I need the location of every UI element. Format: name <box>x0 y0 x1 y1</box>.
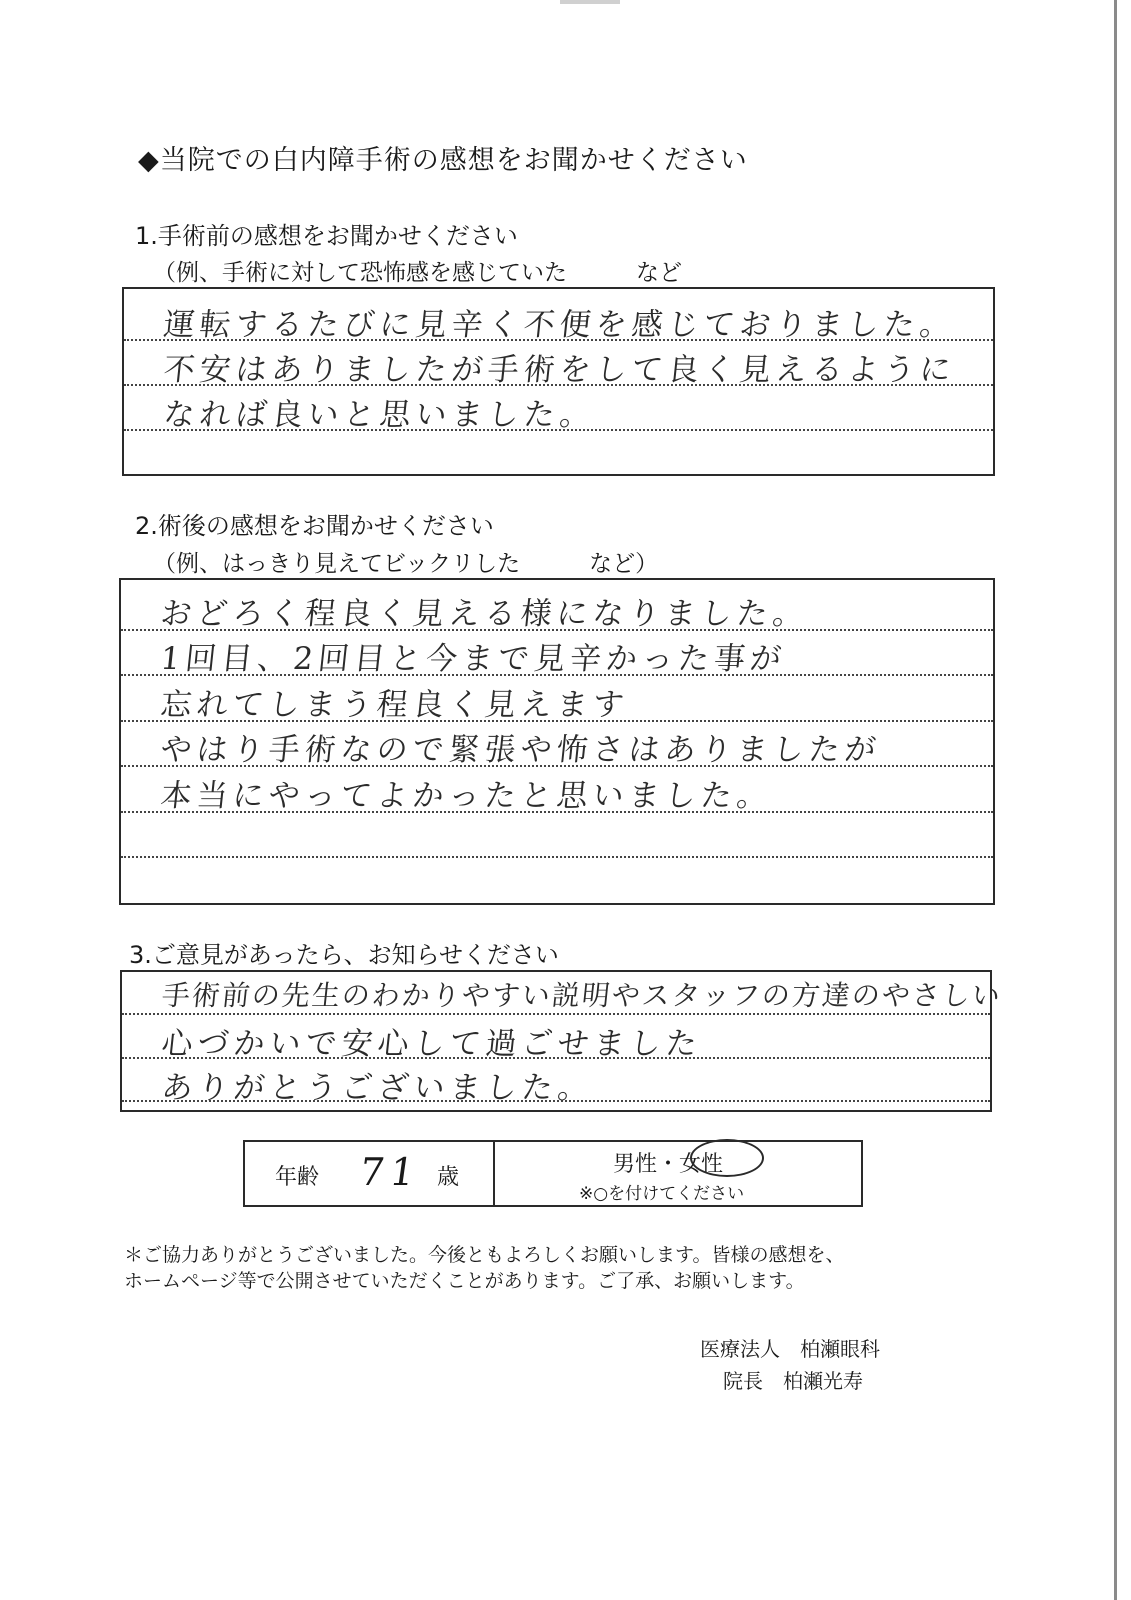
page-title: ◆当院での白内障手術の感想をお聞かせください <box>138 145 748 176</box>
section-2-heading: 2.術後の感想をお聞かせください <box>135 512 494 540</box>
sex-instruction: ※○を付けてください <box>579 1184 745 1204</box>
section-3-answer-box <box>120 970 1004 1112</box>
handwritten-line: なれば良いと思いました。 <box>161 397 598 433</box>
handwritten-line: 運転するたびに見辛く不便を感じておりました。 <box>161 307 958 343</box>
section-1-answer-box <box>122 287 995 476</box>
handwritten-line: 忘れてしまう程良く見えます <box>158 687 631 723</box>
scan-top-mark <box>560 0 620 4</box>
sex-options: 男性・女性 <box>613 1152 724 1177</box>
director-name: 院長 柏瀬光寿 <box>723 1369 863 1393</box>
handwritten-line: 本当にやってよかったと思いました。 <box>158 778 775 814</box>
sex-selected-circle <box>690 1139 764 1177</box>
age-unit: 歳 <box>437 1165 460 1190</box>
handwritten-line: 不安はありましたが手術をして良く見えるように <box>161 352 958 388</box>
scan-edge-line <box>1114 0 1117 1600</box>
table-divider <box>493 1142 495 1205</box>
age-sex-table <box>243 1140 863 1207</box>
clinic-name: 医療法人 柏瀬眼科 <box>700 1337 880 1361</box>
age-label: 年齢 <box>275 1165 320 1190</box>
section-3-heading: 3.ご意見があったら、お知らせください <box>129 941 559 969</box>
age-value: 71 <box>356 1150 424 1194</box>
section-2-answer-box <box>119 578 995 905</box>
handwritten-line: ありがとうございました。 <box>159 1070 596 1106</box>
handwritten-line: 1回目、2回目と今まで見辛かった事が <box>158 641 788 677</box>
footnote-line-2: ホームページ等で公開させていただくことがあります。ご了承、お願いします。 <box>124 1270 805 1292</box>
section-1-heading: 1.手術前の感想をお聞かせください <box>135 222 518 250</box>
ruled-line <box>121 856 993 858</box>
handwritten-line: 手術前の先生のわかりやすい説明やスタッフの方達のやさしい <box>160 979 1004 1012</box>
handwritten-line: おどろく程良く見える様になりました。 <box>158 596 811 632</box>
section-1-example: （例、手術に対して恐怖感を感じていた など <box>153 260 682 286</box>
handwritten-line: やはり手術なので緊張や怖さはありましたが <box>158 732 883 768</box>
section-2-example: （例、はっきり見えてビックリした など） <box>153 551 659 577</box>
handwritten-line: 心づかいで安心して過ごせました <box>159 1026 704 1062</box>
footnote-line-1: ＊ご協力ありがとうございました。今後ともよろしくお願いします。皆様の感想を、 <box>124 1244 845 1266</box>
